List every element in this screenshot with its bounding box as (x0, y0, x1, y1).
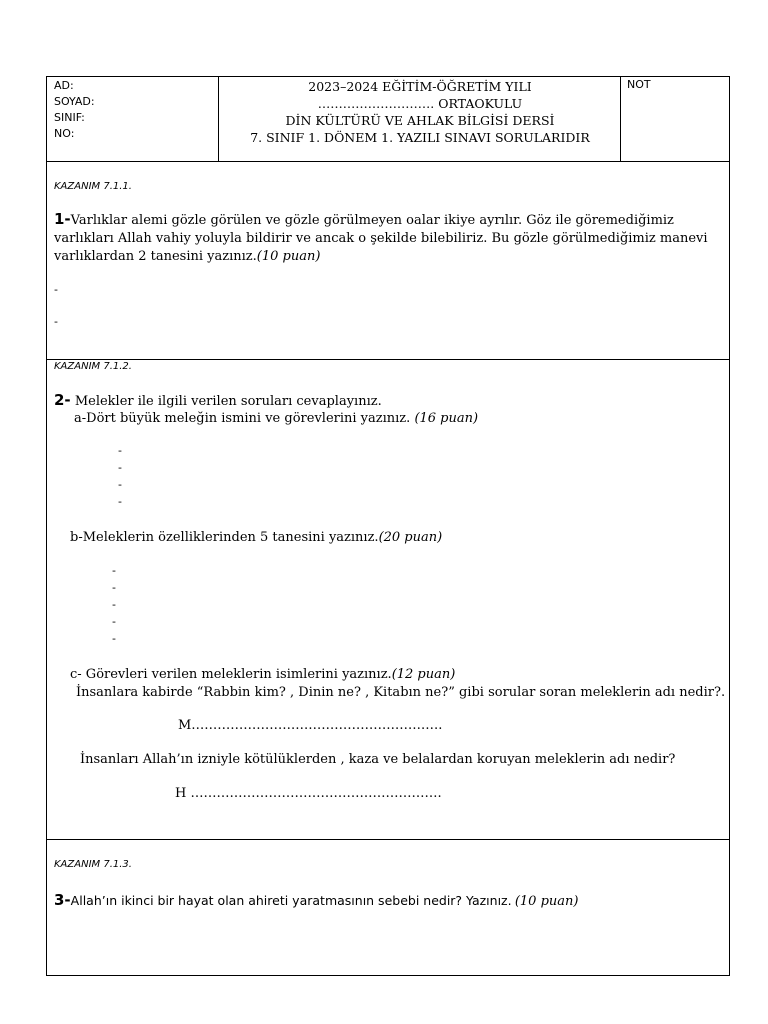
question-3 (54, 891, 726, 911)
question-2a-text: a-Dört büyük meleğin ismini ve görevlerini yazınız. (74, 411, 411, 426)
question-2a (74, 410, 726, 428)
question-2c-points: (12 puan) (391, 667, 456, 682)
question-3-number: 3- (54, 891, 71, 909)
question-1-number: 1- (54, 210, 71, 228)
title-school: ………………………. ORTAOKULU (317, 96, 523, 111)
row-divider-header (46, 161, 730, 162)
q2b-answer-line-1[interactable]: - (112, 564, 116, 577)
q2a-answer-line-1[interactable]: - (118, 444, 122, 457)
q2a-answer-line-4[interactable]: - (118, 495, 122, 508)
question-3-text: Allah’ın ikinci bir hayat olan ahireti yaratmasının sebebi nedir? Yazınız. (70, 893, 512, 908)
question-2c-answer-2[interactable]: H …………………………………………………. (175, 786, 442, 801)
question-2c-sub-1: İnsanlara kabirde “Rabbin kim? , Dinin ne? , Kitabın ne?” gibi sorular soran meleklerin adı nedir?. (76, 685, 726, 700)
question-2c (70, 666, 726, 684)
row-divider-q2 (46, 839, 730, 840)
row-divider-q1 (46, 359, 730, 360)
question-2 (54, 391, 726, 411)
frame-left (46, 76, 47, 976)
question-2-text: Melekler ile ilgili verilen soruları cevaplayınız. (74, 394, 382, 409)
question-2c-sub-2: İnsanları Allah’ın izniyle kötülüklerden , kaza ve belalardan koruyan meleklerin adı nedir? (80, 752, 676, 767)
question-2c-answer-1[interactable]: M…………………………………………………. (178, 718, 443, 733)
q2b-answer-line-4[interactable]: - (112, 615, 116, 628)
q2b-answer-line-5[interactable]: - (112, 632, 116, 645)
question-2b-points: (20 puan) (378, 530, 443, 545)
title-exam: 7. SINIF 1. DÖNEM 1. YAZILI SINAVI SORULARIDIR (250, 130, 590, 145)
frame-bottom (46, 975, 730, 976)
q1-answer-line-2[interactable]: - (54, 315, 58, 328)
question-1 (54, 210, 726, 266)
question-1-points: (10 puan) (256, 249, 321, 264)
question-2-number: 2- (54, 391, 71, 409)
q2a-answer-line-3[interactable]: - (118, 478, 122, 491)
q2a-answer-line-2[interactable]: - (118, 461, 122, 474)
question-1-text: Varlıklar alemi gözle görülen ve gözle görülmeyen oalar ikiye ayrılır. Göz ile göremediğimiz varlıkları Allah vahiy yoluyla bildirir ve ancak o şekilde bilebiliriz. Bu gözle görülmediğimiz manevi varlıklardan 2 tanesini yazınız. (54, 213, 708, 264)
kazanim-1: KAZANIM 7.1.1. (54, 181, 132, 192)
kazanim-3: KAZANIM 7.1.3. (54, 859, 132, 870)
question-3-points: (10 puan) (514, 894, 579, 909)
title-course: DİN KÜLTÜRÜ VE AHLAK BİLGİSİ DERSİ (285, 113, 555, 128)
kazanim-2: KAZANIM 7.1.2. (54, 361, 132, 372)
question-2b-text: b-Meleklerin özelliklerinden 5 tanesini yazınız. (70, 530, 379, 545)
question-2a-points: (16 puan) (414, 411, 479, 426)
q2b-answer-line-3[interactable]: - (112, 598, 116, 611)
question-2b (70, 529, 726, 547)
frame-top (46, 76, 730, 77)
header-divider-2 (620, 76, 621, 161)
student-info (54, 78, 95, 142)
grade-label: NOT (627, 78, 651, 91)
question-2c-text: c- Görevleri verilen meleklerin isimlerini yazınız. (70, 667, 392, 682)
title-year: 2023–2024 EĞİTİM-ÖĞRETİM YILI (308, 79, 532, 94)
q2b-answer-line-2[interactable]: - (112, 581, 116, 594)
field-sinif[interactable]: SINIF: (54, 111, 85, 124)
field-no[interactable]: NO: (54, 127, 75, 140)
frame-right (729, 76, 730, 976)
header-divider-1 (218, 76, 219, 161)
exam-title-block (220, 78, 620, 146)
q1-answer-line-1[interactable]: - (54, 283, 58, 296)
field-soyad[interactable]: SOYAD: (54, 95, 95, 108)
field-ad[interactable]: AD: (54, 79, 74, 92)
